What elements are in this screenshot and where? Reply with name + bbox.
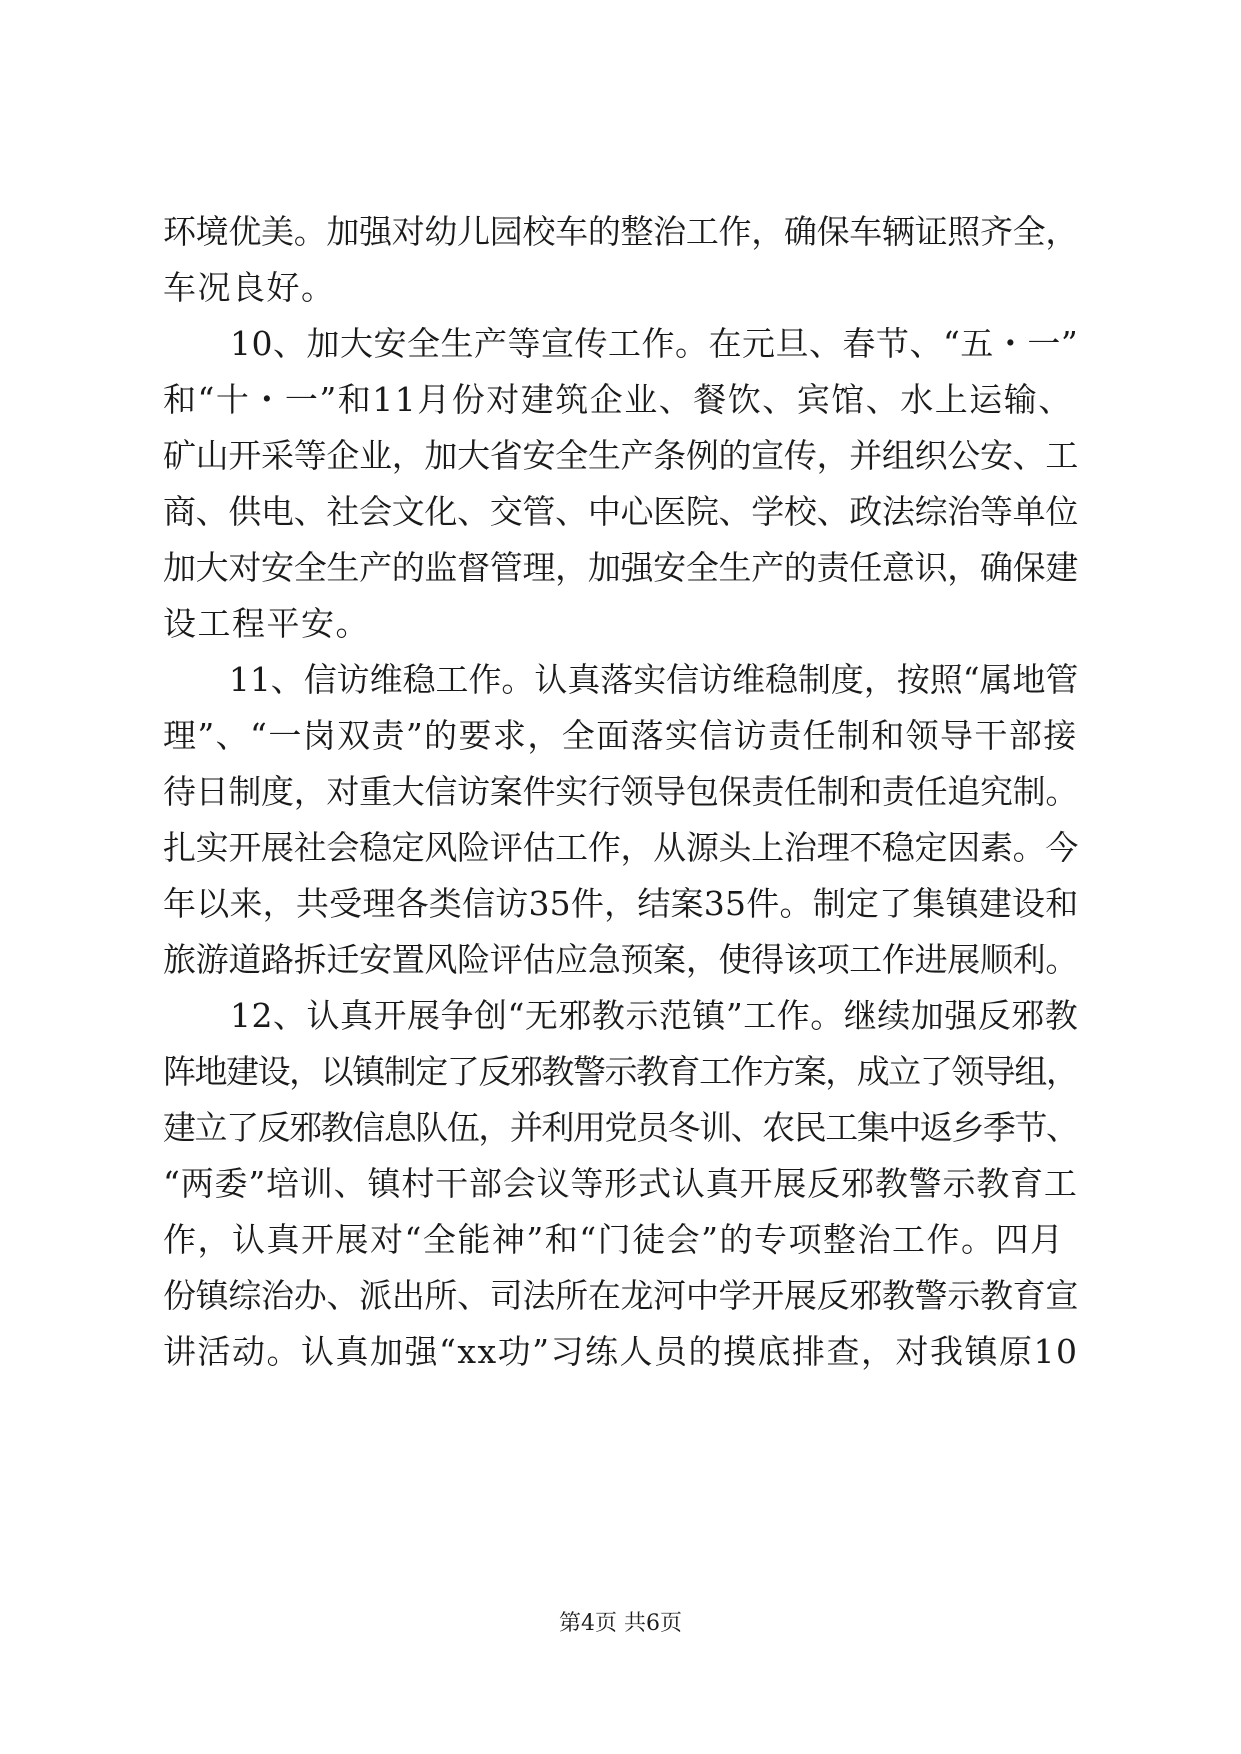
text-line: 10、加大安全生产等宣传工作。在元旦、春节、“五・一”: [163, 324, 1079, 363]
text-line: 11、信访维稳工作。认真落实信访维稳制度，按照“属地管: [163, 660, 1079, 699]
text-line: 12、认真开展争创“无邪教示范镇”工作。继续加强反邪教: [163, 996, 1079, 1035]
text-line: 年以来，共受理各类信访35件，结案35件。制定了集镇建设和: [163, 884, 1079, 923]
text-line: 矿山开采等企业，加大省安全生产条例的宣传，并组织公安、工: [163, 436, 1079, 475]
text-line: 车况良好。: [163, 268, 336, 307]
text-line: 理”、“一岗双责”的要求，全面落实信访责任制和领导干部接: [163, 716, 1078, 755]
text-line: 份镇综治办、派出所、司法所在龙河中学开展反邪教警示教育宣: [163, 1276, 1079, 1315]
text-line: 阵地建设，以镇制定了反邪教警示教育工作方案，成立了领导组，: [163, 1052, 1078, 1091]
text-line: 加大对安全生产的监督管理，加强安全生产的责任意识，确保建: [163, 548, 1079, 587]
text-line: 商、供电、社会文化、交管、中心医院、学校、政法综治等单位: [163, 492, 1079, 531]
text-line: 设工程平安。: [163, 604, 370, 643]
text-line: 建立了反邪教信息队伍，并利用党员冬训、农民工集中返乡季节、: [163, 1108, 1078, 1147]
page-footer: [0, 1606, 1241, 1637]
text-line: 旅游道路拆迁安置风险评估应急预案，使得该项工作进展顺利。: [163, 940, 1079, 979]
text-line: 待日制度，对重大信访案件实行领导包保责任制和责任追究制。: [163, 772, 1079, 811]
text-line: 讲活动。认真加强“xx功”习练人员的摸底排查，对我镇原10: [163, 1332, 1079, 1371]
page-number-label: 第4页 共6页: [559, 1611, 682, 1636]
text-line: 作，认真开展对“全能神”和“门徒会”的专项整治工作。四月: [163, 1220, 1065, 1259]
text-line: 环境优美。加强对幼儿园校车的整治工作，确保车辆证照齐全，: [163, 212, 1079, 251]
text-line: 扎实开展社会稳定风险评估工作，从源头上治理不稳定因素。今: [163, 828, 1079, 867]
text-line: 和“十・一”和11月份对建筑企业、餐饮、宾馆、水上运输、: [163, 380, 1073, 419]
text-line: “两委”培训、镇村干部会议等形式认真开展反邪教警示教育工: [163, 1164, 1078, 1203]
